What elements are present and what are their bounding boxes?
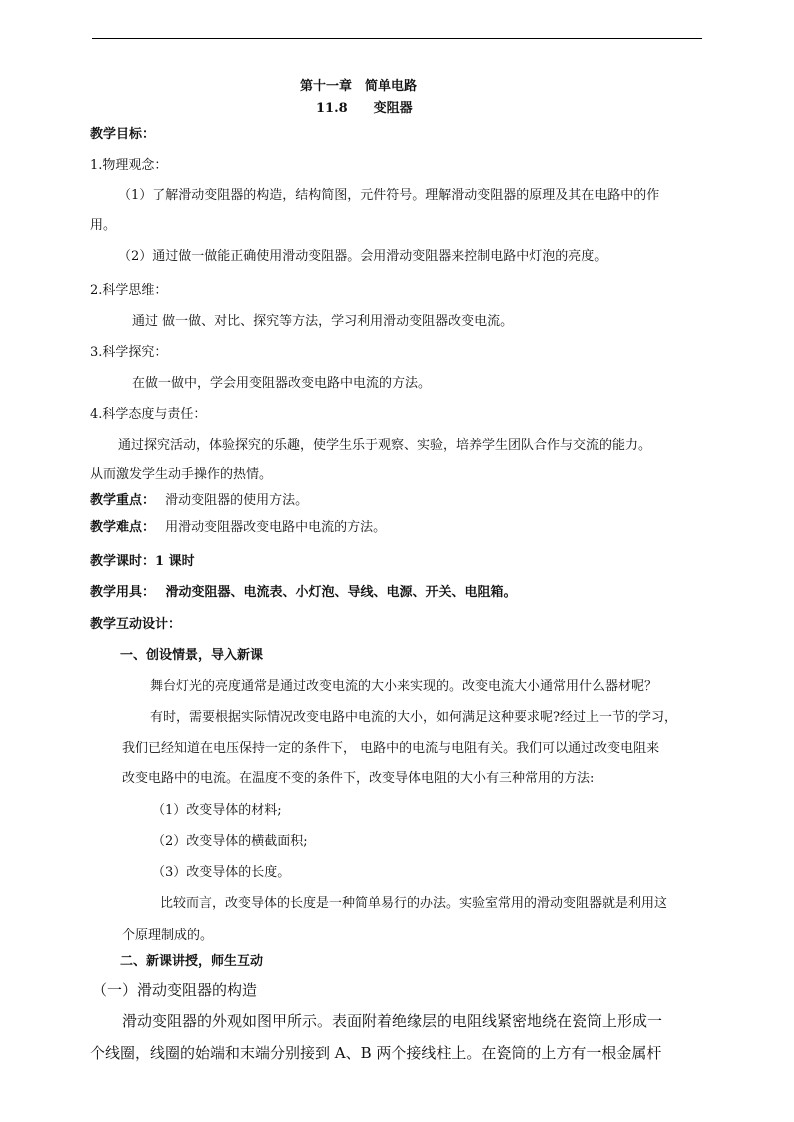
physics-concept-heading: 1.物理观念： (90, 158, 168, 173)
part1-p1: 舞台灯光的亮度通常是通过改变电流的大小来实现的。改变电流大小通常用什么器材呢？ (150, 679, 658, 694)
class-hours (90, 553, 195, 571)
objective-1-1-line2: 用。 (90, 218, 117, 233)
part2-p1-line2: 个线圈，线圈的始端和末端分别接到 A、B 两个接线柱上。在瓷筒的上方有一根金属杆 (90, 1044, 662, 1062)
key-point (90, 492, 308, 510)
part1-heading: 一、创设情景，导入新课 (120, 648, 264, 663)
part1-method-1: （1）改变导体的材料; (152, 803, 282, 818)
class-hours-text: 1 课时 (155, 554, 195, 569)
part2-p1-line1: 滑动变阻器的外观如图甲所示。表面附着绝缘层的电阻线紧密地绕在瓷筒上形成一 (122, 1012, 663, 1030)
chapter-title: 第十一章 简单电路 (300, 79, 418, 94)
part2-heading: 二、新课讲授，师生互动 (120, 954, 264, 969)
interaction-design-heading: 教学互动设计： (90, 617, 182, 632)
scientific-inquiry-text: 在做一做中，学会用变阻器改变电路中电流的方法。 (132, 376, 432, 391)
header-rule (92, 38, 702, 39)
tools (90, 584, 517, 602)
objectives-heading: 教学目标： (90, 127, 156, 142)
part1-p2-line3: 改变电路中的电流。在温度不变的条件下，改变导体电阻的大小有三种常用的方法: (122, 771, 595, 786)
attitude-heading: 4.科学态度与责任： (90, 407, 207, 422)
tools-text: 滑动变阻器、电流表、小灯泡、导线、电源、开关、电阻箱。 (165, 585, 517, 600)
part1-method-2: （2）改变导体的横截面积; (152, 834, 308, 849)
part1-p2-line1: 有时，需要根据实际情况改变电路中电流的大小，如何满足这种要求呢?经过上一节的学习， (150, 710, 677, 725)
part1-p2-line2: 我们已经知道在电压保持一定的条件下， 电路中的电流与电阻有关。我们可以通过改变电阻来 (122, 741, 660, 756)
part2-subheading: （一）滑动变阻器的构造 (92, 981, 258, 999)
difficulty-text: 用滑动变阻器改变电路中电流的方法。 (165, 520, 387, 535)
difficulty-label: 教学难点： (90, 520, 156, 535)
attitude-line2: 从而激发学生动手操作的热情。 (90, 467, 273, 482)
key-point-label: 教学重点： (90, 493, 156, 508)
class-hours-label: 教学课时： (90, 554, 156, 569)
tools-label: 教学用具： (90, 585, 156, 600)
part1-method-3: （3）改变导体的长度。 (152, 865, 291, 880)
attitude-line1: 通过探究活动，体验探究的乐趣，使学生乐于观察、实验，培养学生团队合作与交流的能力。 (118, 438, 652, 453)
key-point-text: 滑动变阻器的使用方法。 (165, 493, 309, 508)
scientific-thinking-text: 通过 做一做、对比、探究等方法，学习利用滑动变阻器改变电流。 (132, 314, 514, 329)
part1-p3-line2: 个原理制成的。 (122, 928, 214, 943)
scientific-thinking-heading: 2.科学思维： (90, 283, 168, 298)
difficulty (90, 519, 386, 537)
objective-1-1-line1: （1）了解滑动变阻器的构造，结构简图，元件符号。理解滑动变阻器的原理及其在电路中的作 (118, 188, 660, 203)
objective-1-2: （2）通过做一做能正确使用滑动变阻器。会用滑动变阻器来控制电路中灯泡的亮度。 (118, 249, 608, 264)
part1-p3-line1: 比较而言，改变导体的长度是一种简单易行的办法。实验室常用的滑动变阻器就是利用这 (160, 896, 668, 911)
scientific-inquiry-heading: 3.科学探究： (90, 345, 168, 360)
section-title: 11.8 变阻器 (316, 101, 413, 116)
